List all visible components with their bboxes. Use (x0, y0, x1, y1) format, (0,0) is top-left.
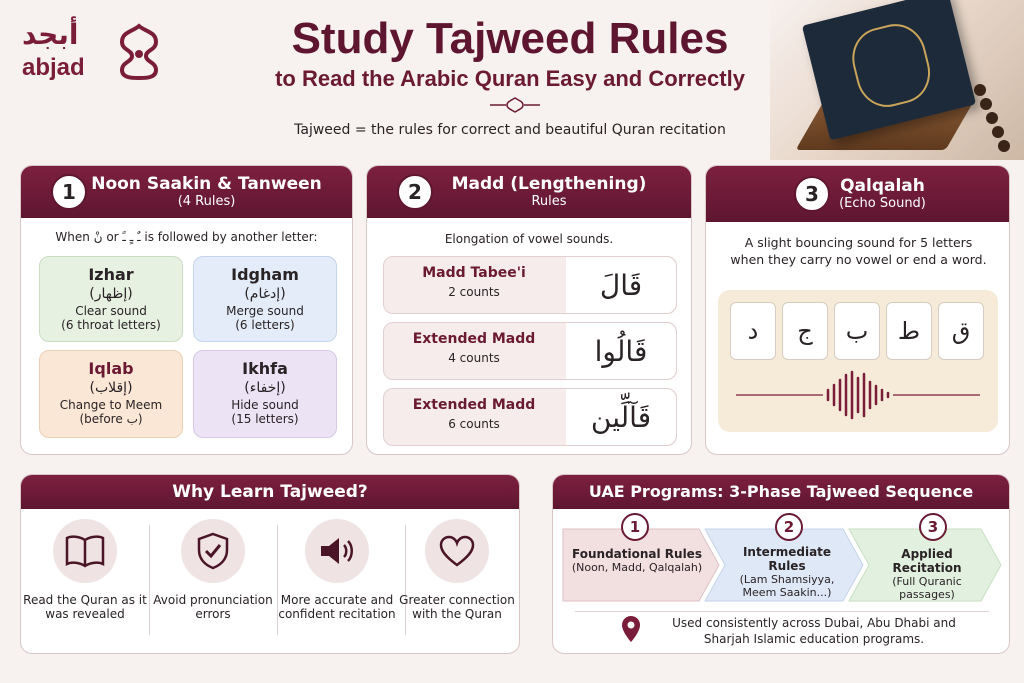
uae-programs-card (552, 474, 1010, 654)
divider (149, 525, 150, 635)
why-item (275, 519, 399, 621)
rule-detail: (6 throat letters) (61, 318, 161, 332)
phase-3 (867, 547, 987, 617)
rule-desc: Hide sound (231, 398, 299, 412)
why-text: Read the Quran as it was revealed (23, 593, 147, 621)
why-item (23, 519, 147, 621)
rule-detail: (15 letters) (231, 412, 299, 426)
card-subtitle: Rules (531, 194, 567, 209)
madd-name: Extended Madd (412, 397, 536, 413)
madd-row (383, 322, 677, 380)
madd-name: Madd Tabee'i (422, 265, 526, 281)
card-description: A slight bouncing sound for 5 letters when they carry no vowel or end a word. (730, 235, 987, 267)
qalqalah-card (705, 165, 1010, 455)
why-learn-card (20, 474, 520, 654)
why-text: More accurate and confident recitation (278, 593, 396, 621)
rule-desc: Change to Meem (59, 398, 163, 412)
rule-name: Izhar (88, 265, 134, 284)
letter-tile: ب (834, 302, 880, 360)
card-subtitle: (Echo Sound) (839, 196, 926, 211)
programs-note: Used consistently across Dubai, Abu Dhabi and Sharjah Islamic education programs. (672, 616, 956, 646)
madd-counts: 6 counts (448, 417, 500, 431)
rule-name: Iqlab (88, 359, 134, 378)
card-intro: Elongation of vowel sounds. (444, 232, 614, 246)
tagline: Tajweed = the rules for correct and beautiful Quran recitation (294, 122, 726, 138)
prayer-beads-icon (970, 80, 1020, 160)
card-header (706, 166, 1009, 222)
phase-number: 1 (621, 513, 649, 541)
rule-detail: (6 letters) (235, 318, 295, 332)
speaker-icon (317, 534, 357, 568)
card-number: 3 (794, 176, 830, 212)
phase-2 (725, 545, 849, 615)
page-subtitle: to Read the Arabic Quran Easy and Correctly (275, 66, 745, 91)
rule-arabic: (إظهار) (89, 286, 133, 302)
rule-box-izhar (39, 256, 183, 342)
phase-title: Applied Recitation (892, 547, 962, 575)
rule-desc: Merge sound (226, 304, 304, 318)
quran-book-image (770, 0, 1024, 160)
rule-box-ikhfa (193, 350, 337, 438)
rule-box-iqlab (39, 350, 183, 438)
why-item (151, 519, 275, 621)
letter-tile: ط (886, 302, 932, 360)
card-title: Noon Saakin & Tanween (91, 174, 322, 194)
abjad-logo (22, 18, 162, 88)
letter-tile: ق (938, 302, 984, 360)
logo-mark-icon (114, 22, 164, 82)
why-text: Greater connection with the Quran (399, 593, 515, 621)
rule-arabic: (إدغام) (244, 286, 286, 302)
madd-arabic-example: قَالُوا (566, 323, 676, 379)
shield-check-icon (196, 532, 230, 570)
card-header (21, 166, 352, 218)
page-title: Study Tajweed Rules (291, 14, 729, 63)
madd-counts: 2 counts (448, 285, 500, 299)
madd-row (383, 388, 677, 446)
logo-english: abjad (22, 54, 85, 81)
madd-name: Extended Madd (412, 331, 536, 347)
noon-saakin-card (20, 165, 353, 455)
rule-arabic: (إقلاب) (89, 380, 133, 396)
rule-name: Idgham (231, 265, 299, 284)
card-subtitle: (4 Rules) (177, 194, 236, 209)
madd-card (366, 165, 692, 455)
letter-tile: د (730, 302, 776, 360)
qalqalah-letters (718, 290, 998, 432)
ornament-divider-icon (490, 96, 540, 114)
madd-counts: 4 counts (448, 351, 500, 365)
card-header (367, 166, 691, 218)
card-intro: When نْ or ـٌ ـٍ ـً is followed by another letter: (55, 230, 318, 244)
phase-1 (567, 547, 707, 617)
rule-name: Ikhfa (242, 359, 288, 378)
madd-arabic-example: قَآلِّين (566, 389, 676, 445)
card-header (553, 475, 1009, 509)
card-header (21, 475, 519, 509)
rule-detail: (before ب) (79, 412, 143, 426)
rule-desc: Clear sound (75, 304, 147, 318)
card-title: Qalqalah (840, 176, 925, 196)
madd-row (383, 256, 677, 314)
phase-detail: (Noon, Madd, Qalqalah) (571, 561, 703, 574)
rule-box-idgham (193, 256, 337, 342)
letter-tile: ج (782, 302, 828, 360)
phase-title: Foundational Rules (572, 547, 702, 561)
rule-arabic: (إخفاء) (244, 380, 286, 396)
card-number: 2 (397, 174, 433, 210)
card-number: 1 (51, 174, 87, 210)
card-title: Why Learn Tajweed? (172, 482, 368, 502)
madd-arabic-example: قَالَ (566, 257, 676, 313)
phase-detail: (Full Quranic passages) (892, 575, 962, 601)
why-item (395, 519, 519, 621)
card-title: Madd (Lengthening) (451, 174, 647, 194)
logo-arabic: أبجد (22, 18, 79, 51)
location-pin-icon (621, 615, 641, 643)
phase-number: 3 (919, 513, 947, 541)
divider (575, 611, 989, 612)
book-icon (65, 534, 105, 568)
phase-title: Intermediate Rules (742, 545, 832, 573)
phase-detail: (Lam Shamsiyya, Meem Saakin...) (739, 573, 835, 599)
phase-number: 2 (775, 513, 803, 541)
heart-icon (438, 534, 476, 568)
card-title: UAE Programs: 3-Phase Tajweed Sequence (588, 482, 974, 501)
why-text: Avoid pronunciation errors (153, 593, 273, 621)
sound-wave-icon (728, 370, 988, 420)
